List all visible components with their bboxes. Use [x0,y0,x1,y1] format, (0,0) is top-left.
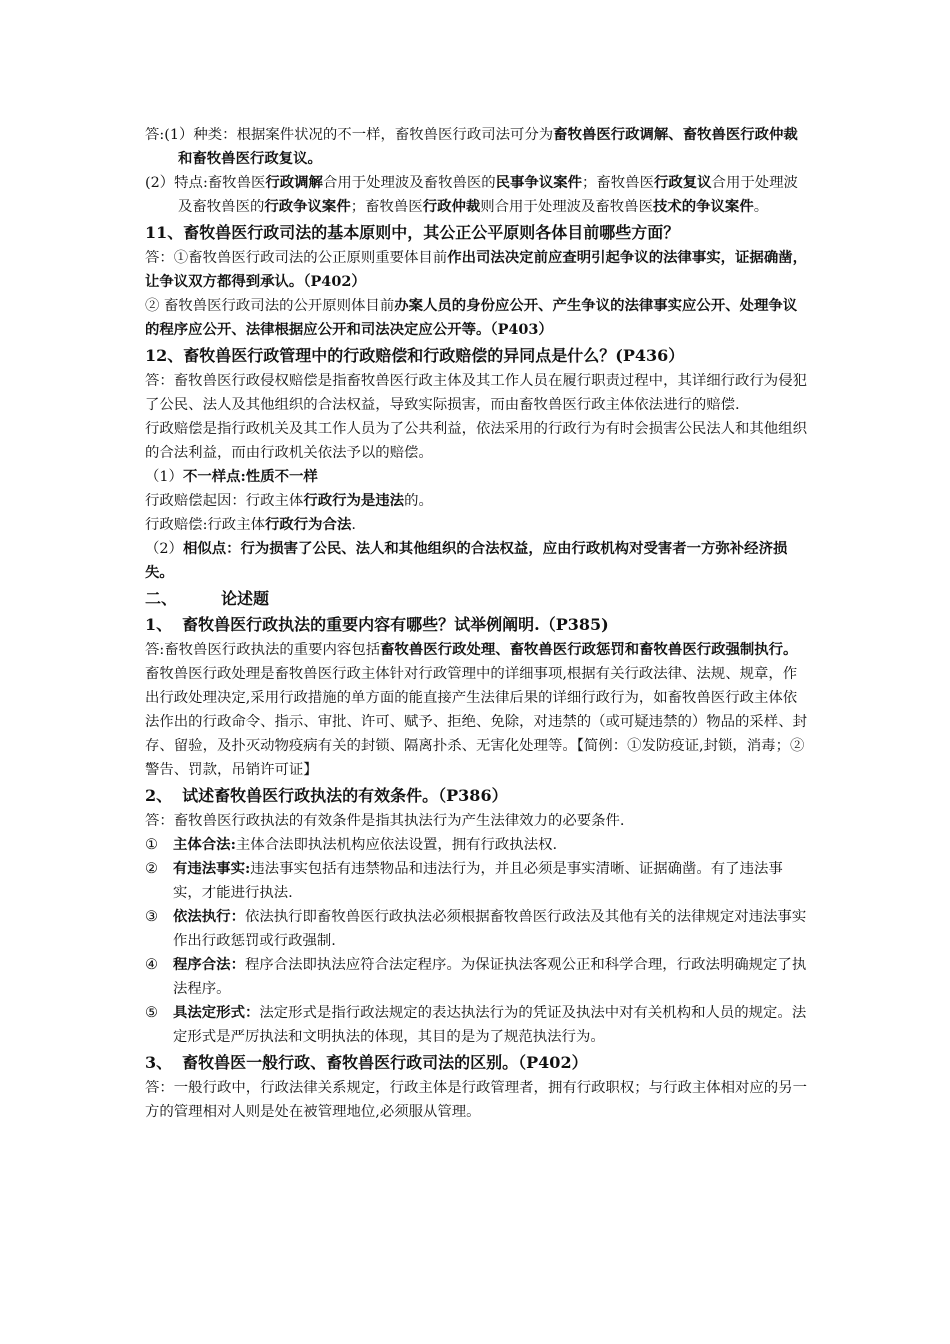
condition-item-1: ① 主体合法:主体合法即执法机构应依法设置，拥有行政执法权. [145,836,558,853]
essay-answer-1-detail: 畜牧兽医行政处理是畜牧兽医行政主体针对行政管理中的详细事项,根据有关行政法律、法规、规章，作出行政处理决定,采用行政措施的单方面的能直接产生法律后果的详细行政行为，如畜牧兽医行政主体依法作出的行政命令、指示、审批、许可、赋予、拒绝、免除，对违禁的（或可疑违禁的）物品的采样、封存、留验，及扑灭动物疫病有关的封锁、隔离扑杀、无害化处理等。【简例：①发防疫证,封锁，消毒；②警告、罚款，吊销许可证】 [145,666,807,778]
answer-12-cause-1: 行政赔偿起因：行政主体行政行为是违法的。 [145,492,433,509]
answer-types: 答:(1）种类：根据案件状况的不一样，畜牧兽医行政司法可分为畜牧兽医行政调解、畜牧兽医行政仲裁和畜牧兽医行政复议。 [145,126,798,167]
answer-12-tort: 答：畜牧兽医行政侵权赔偿是指畜牧兽医行政主体及其工作人员在履行职责过程中，其详细行政行为侵犯了公民、法人及其他组织的合法权益，导致实际损害，而由畜牧兽医行政主体依法进行的赔偿. [145,373,807,413]
document-body [145,123,810,1124]
essay-answer-3: 答：一般行政中，行政法律关系规定，行政主体是行政管理者，拥有行政职权；与行政主体相对应的另一方的管理相对人则是处在被管理地位,必须服从管理。 [145,1080,807,1120]
condition-item-4: ④ 程序合法：程序合法即执法应符合法定程序。为保证执法客观公正和科学合理，行政法明确规定了执法程序。 [145,956,807,997]
answer-features: (2）特点:畜牧兽医行政调解合用于处理波及畜牧兽医的民事争议案件；畜牧兽医行政复议合用于处理波及畜牧兽医的行政争议案件；畜牧兽医行政仲裁则合用于处理波及畜牧兽医技术的争议案件。 [145,174,798,215]
essay-answer-2-intro: 答：畜牧兽医行政执法的有效条件是指其执法行为产生法律效力的必要条件. [145,813,625,829]
question-11: 11、畜牧兽医行政司法的基本原则中，其公正公平原则各体目前哪些方面？ [145,223,680,242]
answer-12-difference: （1）不一样点:性质不一样 [145,468,318,485]
essay-question-3: 3、 畜牧兽医一般行政、畜牧兽医行政司法的区别。（P402） [145,1053,588,1072]
answer-12-cause-2: 行政赔偿:行政主体行政行为合法. [145,516,356,533]
essay-question-2: 2、 试述畜牧兽医行政执法的有效条件。（P386） [145,786,508,805]
answer-12-compensation: 行政赔偿是指行政机关及其工作人员为了公共利益，依法采用的行政行为有时会损害公民法人和其他组织的合法利益，而由行政机关依法予以的赔偿。 [145,421,807,461]
essay-question-1: 1、 畜牧兽医行政执法的重要内容有哪些？试举例阐明.（P385) [145,615,609,634]
condition-item-3: ③ 依法执行：依法执行即畜牧兽医行政执法必须根据畜牧兽医行政法及其他有关的法律规定对违法事实作出行政惩罚或行政强制. [145,908,807,949]
essay-answer-1: 答:畜牧兽医行政执法的重要内容包括畜牧兽医行政处理、畜牧兽医行政惩罚和畜牧兽医行政强制执行。 [145,641,798,658]
question-12: 12、畜牧兽医行政管理中的行政赔偿和行政赔偿的异同点是什么？(P436） [145,346,685,365]
section-2-heading: 二、 论述题 [145,589,270,608]
condition-item-2: ② 有违法事实:违法事实包括有违禁物品和违法行为，并且必须是事实清晰、证据确凿。有了违法事实，才能进行执法. [145,860,783,901]
answer-11-openness: ② 畜牧兽医行政司法的公开原则体目前办案人员的身份应公开、产生争议的法律事实应公开、处理争议的程序应公开、法律根据应公开和司法决定应公开等。（P403） [145,297,798,338]
answer-11-fairness: 答：①畜牧兽医行政司法的公正原则重要体目前作出司法决定前应查明引起争议的法律事实，证据确凿，让争议双方都得到承认。（P402） [145,249,807,290]
answer-12-similarity: （2）相似点：行为损害了公民、法人和其他组织的合法权益，应由行政机构对受害者一方弥补经济损失。 [145,540,788,581]
condition-item-5: ⑤ 具法定形式：法定形式是指行政法规定的表达执法行为的凭证及执法中对有关机构和人员的规定。法定形式是严厉执法和文明执法的体现，其目的是为了规范执法行为。 [145,1004,807,1045]
